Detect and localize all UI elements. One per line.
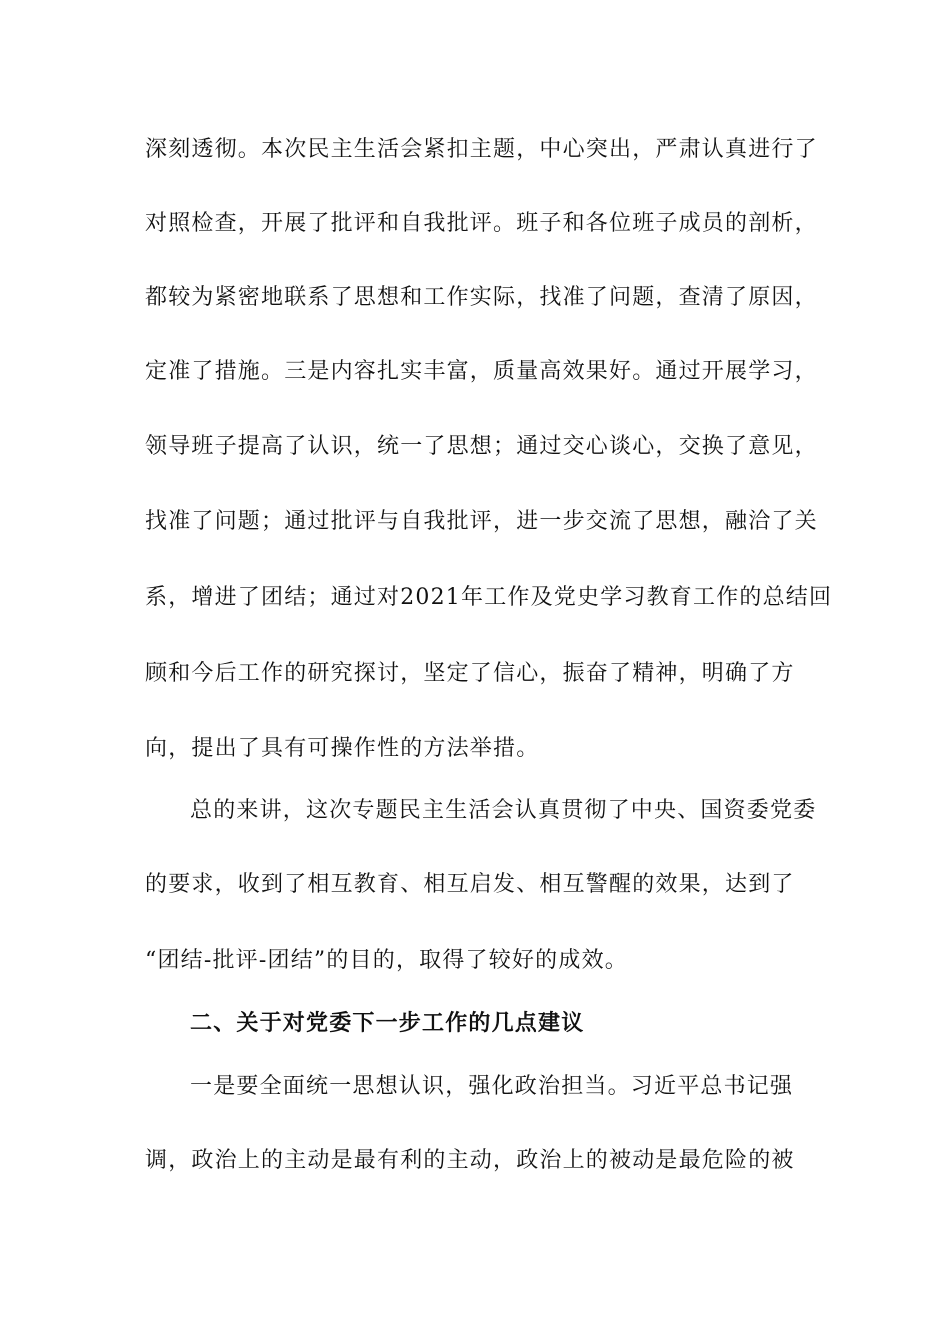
paragraph-line: 对照检查，开展了批评和自我批评。班子和各位班子成员的剖析， xyxy=(145,211,818,236)
paragraph-line: 一是要全面统一思想认识，强化政治担当。习近平总书记强 xyxy=(190,1074,794,1099)
paragraph-line: 调，政治上的主动是最有利的主动，政治上的被动是最危险的被 xyxy=(145,1148,795,1173)
paragraph-line: 都较为紧密地联系了思想和工作实际，找准了问题，查清了原因， xyxy=(145,285,818,310)
paragraph-line: 的要求，收到了相互教育、相互启发、相互警醒的效果，达到了 xyxy=(145,872,795,897)
paragraph-line: 向，提出了具有可操作性的方法举措。 xyxy=(145,736,540,761)
paragraph-line: 顾和今后工作的研究探讨，坚定了信心，振奋了精神，明确了方 xyxy=(145,661,795,686)
paragraph-line: 系，增进了团结；通过对2021年工作及党史学习教育工作的总结回 xyxy=(145,585,833,610)
paragraph-line: 深刻透彻。本次民主生活会紧扣主题，中心突出，严肃认真进行了 xyxy=(145,137,818,162)
paragraph-line: 领导班子提高了认识，统一了思想；通过交心谈心，交换了意见， xyxy=(145,434,818,459)
paragraph-line: “团结-批评-团结”的目的，取得了较好的成效。 xyxy=(145,948,628,973)
paragraph-line: 找准了问题；通过批评与自我批评，进一步交流了思想，融洽了关 xyxy=(145,509,818,534)
section-heading: 二、关于对党委下一步工作的几点建议 xyxy=(190,1011,585,1036)
paragraph-line: 总的来讲，这次专题民主生活会认真贯彻了中央、国资委党委 xyxy=(190,798,817,823)
paragraph-line: 定准了措施。三是内容扎实丰富，质量高效果好。通过开展学习， xyxy=(145,359,818,384)
